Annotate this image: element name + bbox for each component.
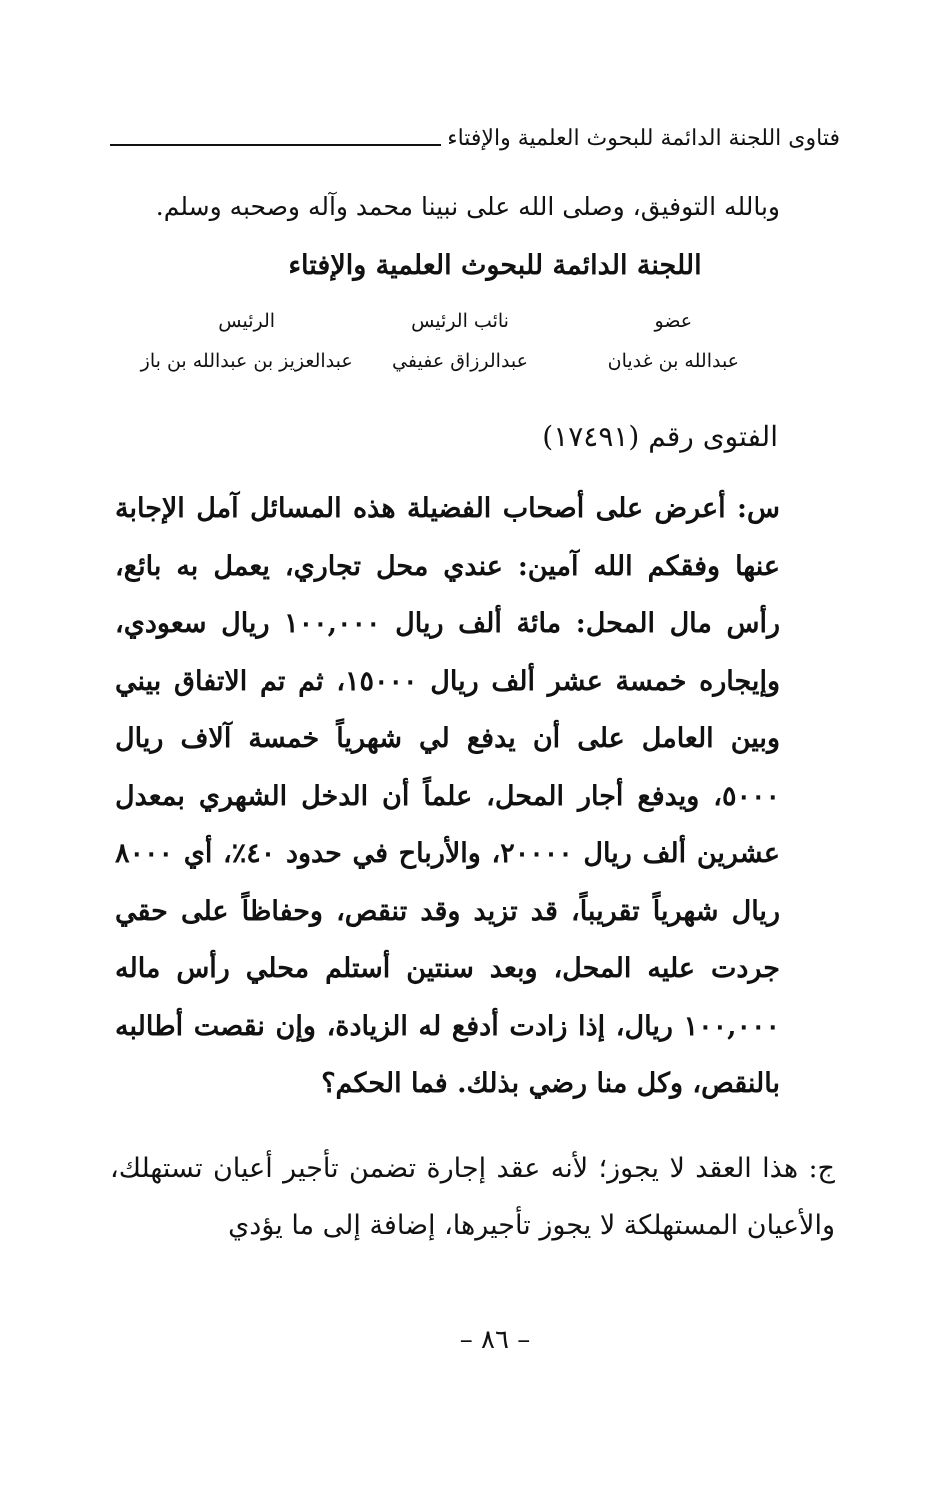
signature-block: [140, 310, 780, 372]
question-paragraph: [115, 480, 780, 1113]
signature-name: عبدالله بن غديان: [607, 350, 740, 372]
running-header-rule: [110, 144, 441, 146]
signature-member: [567, 310, 780, 372]
signature-role: الرئيس: [218, 310, 276, 332]
signature-role: نائب الرئيس: [411, 310, 509, 332]
committee-title: اللجنة الدائمة للبحوث العلمية والإفتاء: [288, 250, 702, 281]
answer-paragraph: [110, 1140, 835, 1254]
fatwa-number: الفتوى رقم (١٧٤٩١): [542, 420, 778, 453]
signature-vice-president: [353, 310, 566, 372]
running-header-title: فتاوى اللجنة الدائمة للبحوث العلمية والإفتاء: [447, 125, 840, 151]
signature-president: [140, 310, 353, 372]
answer-text: ج: هذا العقد لا يجوز؛ لأنه عقد إجارة تضمن تأجير أعيان تستهلك، والأعيان المستهلكة لا يجوز تأجيرها، إضافة إلى ما يؤدي: [110, 1153, 835, 1241]
signature-name: عبدالعزيز بن عبدالله بن باز: [140, 350, 353, 372]
closing-line: وبالله التوفيق، وصلى الله على نبينا محمد وآله وصحبه وسلم.: [155, 192, 780, 221]
running-header: [110, 118, 840, 158]
question-text: س: أعرض على أصحاب الفضيلة هذه المسائل آمل الإجابة عنها وفقكم الله آمين: عندي محل تجاري، يعمل به بائع، رأس مال المحل: مائة ألف ريال ١٠٠,٠٠٠ ريال سعودي، وإيجاره خمسة عشر ألف ريال ١٥٠٠٠، ثم تم الاتفاق بيني وبين العامل على أن يدفع لي شهرياً خمسة آلاف ريال ٥٠٠٠، ويدفع أجار المحل، علماً أن الدخل الشهري بمعدل عشرين ألف ريال ٢٠٠٠٠، والأرباح في حدود ٤٠٪، أي ٨٠٠٠ ريال شهرياً تقريباً، قد تزيد وقد تنقص، وحفاظاً على حقي جردت عليه المحل، وبعد سنتين أستلم محلي رأس ماله ١٠٠,٠٠٠ ريال، إذا زادت أدفع له الزيادة، وإن نقصت أطالبه بالنقص، وكل منا رضي بذلك. فما الحكم؟: [115, 493, 781, 1099]
page-number: – ٨٦ –: [459, 1325, 531, 1355]
signature-role: عضو: [654, 310, 693, 332]
signature-name: عبدالرزاق عفيفي: [392, 350, 528, 372]
